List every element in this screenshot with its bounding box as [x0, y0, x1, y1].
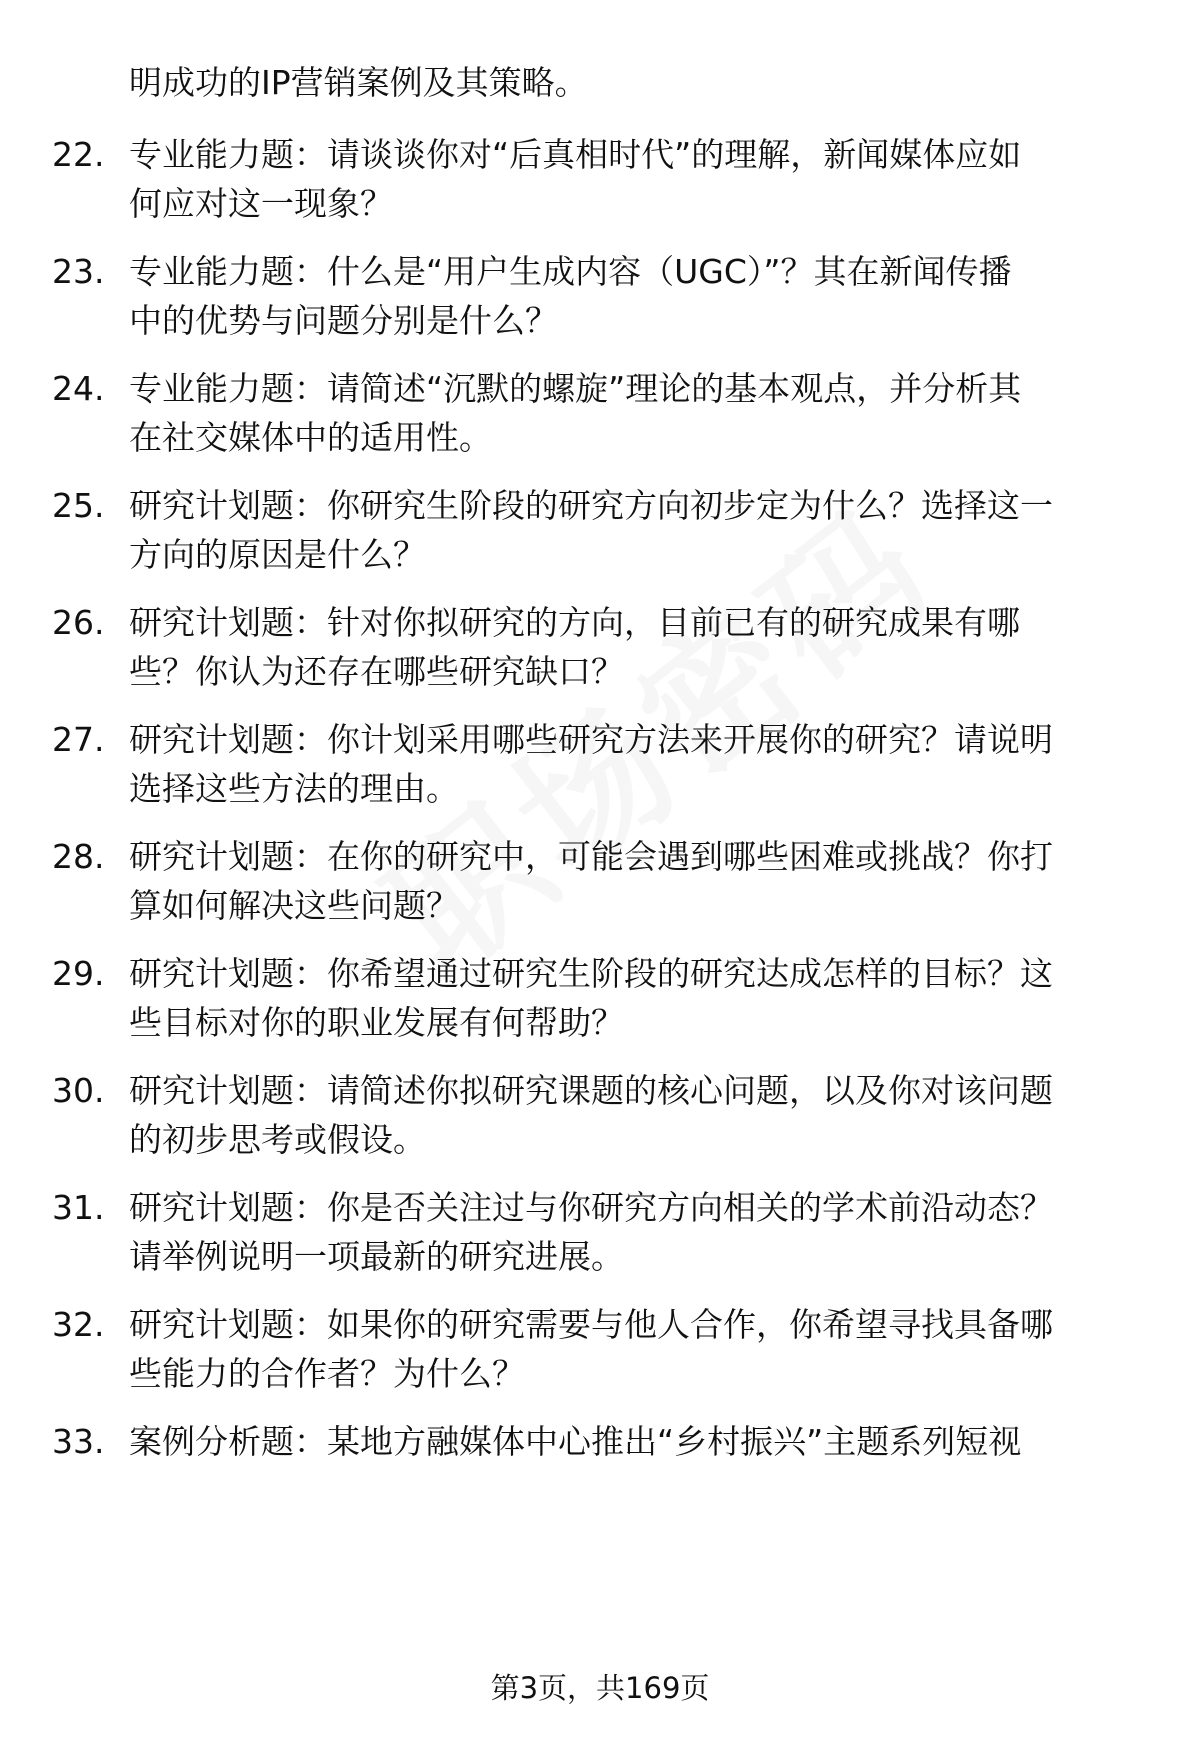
question-number: 27. — [52, 720, 105, 759]
question-number: 29. — [52, 954, 105, 993]
question-line: 研究计划题：在你的研究中，可能会遇到哪些困难或挑战？你打 — [129, 837, 1053, 876]
question-32 — [0, 1300, 1200, 1420]
question-number: 24. — [52, 369, 105, 408]
question-30 — [0, 1066, 1200, 1186]
question-line: 算如何解决这些问题？ — [129, 886, 459, 925]
question-line: 研究计划题：你计划采用哪些研究方法来开展你的研究？请说明 — [129, 720, 1053, 759]
question-text — [129, 1417, 1149, 1466]
question-text — [129, 364, 1149, 462]
question-number: 28. — [52, 837, 105, 876]
question-number: 25. — [52, 486, 105, 525]
question-line: 些能力的合作者？为什么？ — [129, 1354, 525, 1393]
question-line: 专业能力题：请谈谈你对“后真相时代”的理解，新闻媒体应如 — [129, 135, 1022, 174]
question-line: 研究计划题：你是否关注过与你研究方向相关的学术前沿动态？ — [129, 1188, 1053, 1227]
question-line: 方向的原因是什么？ — [129, 535, 426, 574]
question-number: 30. — [52, 1071, 105, 1110]
question-number: 26. — [52, 603, 105, 642]
question-28 — [0, 832, 1200, 952]
continued-paragraph-line: 明成功的IP营销案例及其策略。 — [129, 63, 588, 102]
question-22 — [0, 130, 1200, 250]
question-26 — [0, 598, 1200, 718]
question-text — [129, 481, 1149, 579]
question-text — [129, 598, 1149, 696]
question-number: 31. — [52, 1188, 105, 1227]
question-text — [129, 247, 1149, 345]
question-33 — [0, 1417, 1200, 1477]
question-line: 选择这些方法的理由。 — [129, 769, 459, 808]
question-23 — [0, 247, 1200, 367]
question-line: 些？你认为还存在哪些研究缺口？ — [129, 652, 624, 691]
question-25 — [0, 481, 1200, 601]
question-text — [129, 1300, 1149, 1398]
question-29 — [0, 949, 1200, 1069]
question-line: 些目标对你的职业发展有何帮助？ — [129, 1003, 624, 1042]
question-text — [129, 1183, 1149, 1281]
question-text — [129, 715, 1149, 813]
question-line: 研究计划题：你希望通过研究生阶段的研究达成怎样的目标？这 — [129, 954, 1053, 993]
question-31 — [0, 1183, 1200, 1303]
question-line: 何应对这一现象？ — [129, 184, 393, 223]
page-number-footer: 第3页，共169页 — [490, 1671, 710, 1705]
question-line: 研究计划题：针对你拟研究的方向，目前已有的研究成果有哪 — [129, 603, 1020, 642]
question-text — [129, 130, 1149, 228]
question-line: 在社交媒体中的适用性。 — [129, 418, 492, 457]
question-24 — [0, 364, 1200, 484]
question-number: 33. — [52, 1422, 105, 1461]
question-text — [129, 832, 1149, 930]
question-line: 专业能力题：什么是“用户生成内容（UGC）”？其在新闻传播 — [129, 252, 1012, 291]
question-27 — [0, 715, 1200, 835]
question-number: 23. — [52, 252, 105, 291]
question-line: 中的优势与问题分别是什么？ — [129, 301, 558, 340]
question-line: 研究计划题：请简述你拟研究课题的核心问题，以及你对该问题 — [129, 1071, 1053, 1110]
question-number: 32. — [52, 1305, 105, 1344]
question-line: 请举例说明一项最新的研究进展。 — [129, 1237, 624, 1276]
question-line: 专业能力题：请简述“沉默的螺旋”理论的基本观点，并分析其 — [129, 369, 1022, 408]
question-text — [129, 949, 1149, 1047]
question-line: 案例分析题：某地方融媒体中心推出“乡村振兴”主题系列短视 — [129, 1422, 1022, 1461]
question-line: 研究计划题：你研究生阶段的研究方向初步定为什么？选择这一 — [129, 486, 1053, 525]
question-text — [129, 1066, 1149, 1164]
question-line: 研究计划题：如果你的研究需要与他人合作，你希望寻找具备哪 — [129, 1305, 1053, 1344]
question-line: 的初步思考或假设。 — [129, 1120, 426, 1159]
question-number: 22. — [52, 135, 105, 174]
